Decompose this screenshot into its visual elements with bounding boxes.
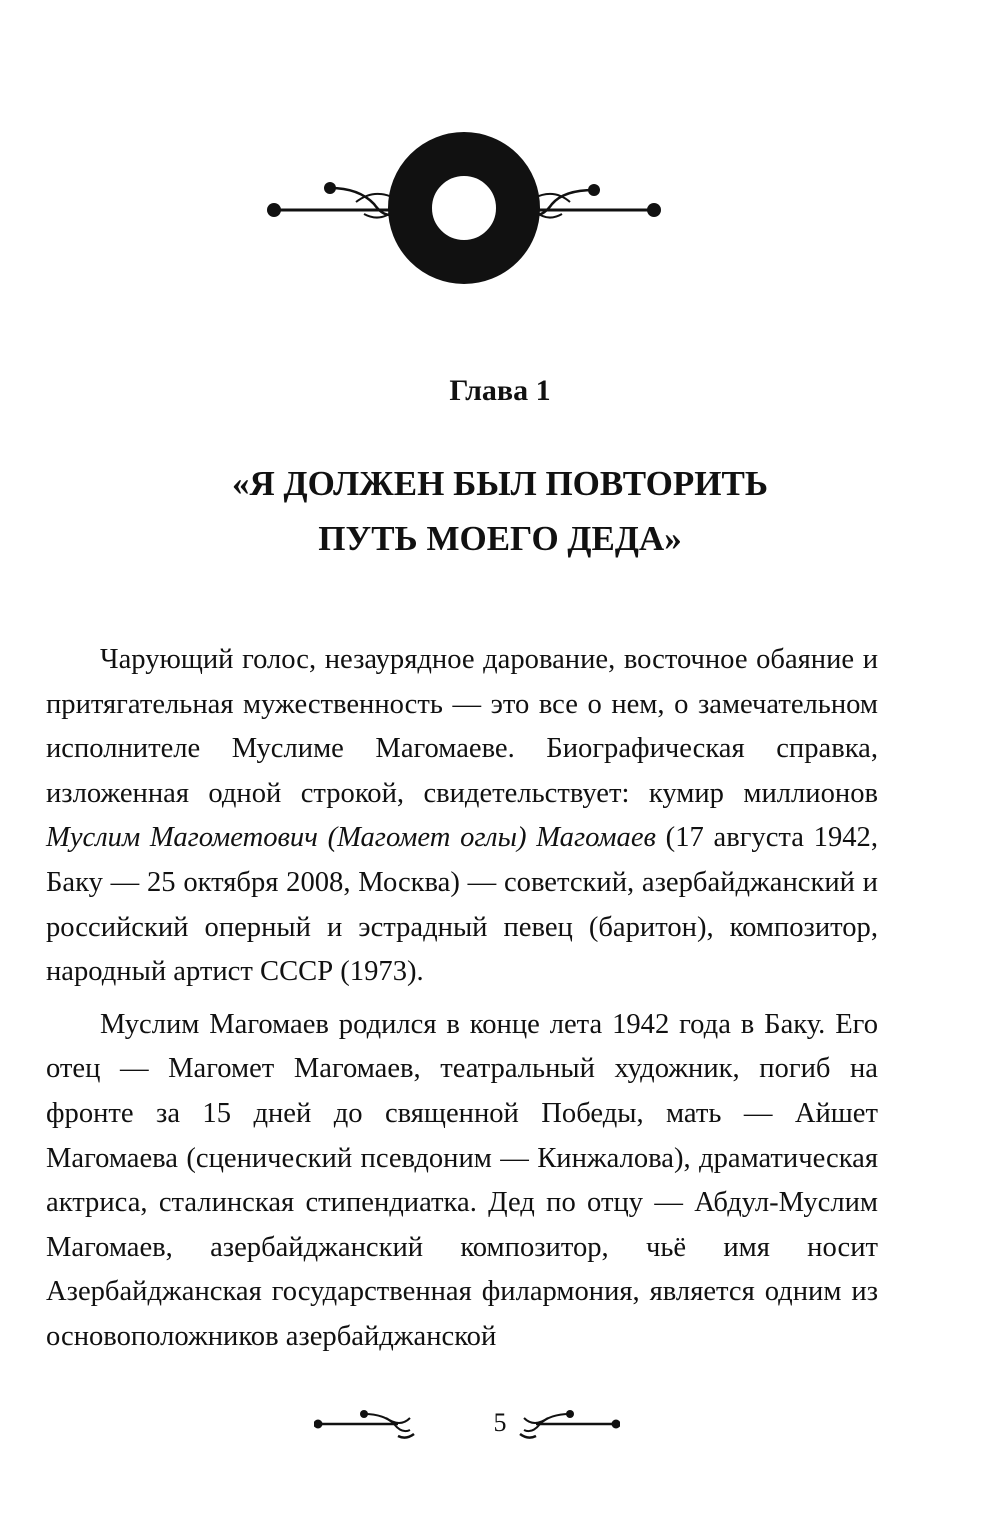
ornament-dot (647, 203, 661, 217)
chapter-title-line: «Я ДОЛЖЕН БЫЛ ПОВТОРИТЬ (232, 464, 768, 503)
paragraph-text: (17 августа 1942, Баку — 25 октября 2008, Москва) — советский, азербайджанский и российский оперный и эстрадный певец (баритон), композитор, народный артист СССР (1973). (46, 822, 879, 988)
chapter-title (0, 456, 1000, 566)
paragraph (46, 638, 878, 995)
chapter-title-line: ПУТЬ МОЕГО ДЕДА» (318, 519, 682, 558)
ornament-ring (410, 154, 518, 262)
chapter-label: Глава 1 (449, 374, 551, 407)
paragraph: Муслим Магомаев родился в конце лета 1942 года в Баку. Его отец — Магомет Магомаев, театральный художник, погиб на фронте за 15 дней до священной Победы, мать — Айшет Магомаева (сценический псевдоним — Кинжалова), драматическая актриса, сталинская стипендиатка. Дед по отцу — Абдул-Муслим Магомаев, азербайджанский композитор, чьё имя носит Азербайджанская государственная филармония, является одним из основоположников азербайджанской (46, 1008, 878, 1352)
page-footer (0, 1400, 1000, 1450)
ornament-dot (267, 203, 281, 217)
paragraph-text: Чарующий голос, незаурядное дарование, восточное обаяние и притягательная мужественность — это все о нем, о замечательном исполнителе Муслиме Магомаеве. Биографическая справка, изложенная одной строкой, свидетельствует: кумир миллионов (46, 644, 878, 809)
chapter-ornament (264, 128, 664, 288)
body-text (46, 638, 878, 1360)
page-number: 5 (493, 1408, 507, 1437)
paragraph-italic-name: Муслим Магометович (Магомет оглы) Магомаев (46, 822, 656, 854)
footer-ornament-right (500, 1404, 620, 1444)
